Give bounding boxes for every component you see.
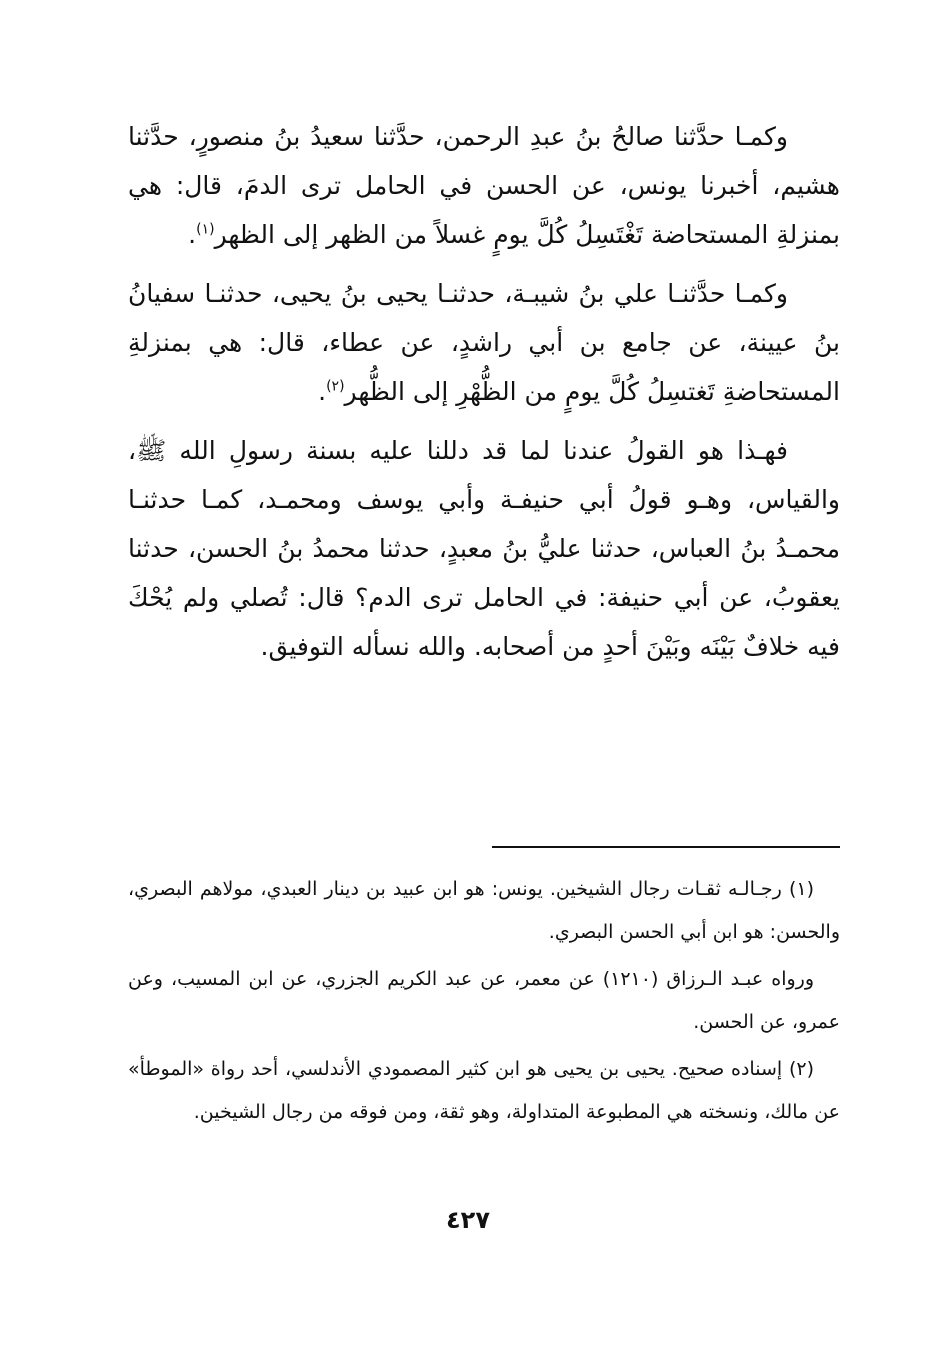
footnote-2: (٢) إسناده صحيح. يحيى بن يحيى هو ابن كثير المصمودي الأندلسي، أحد رواة «الموطأ» عن مالك، ونسخته هي المطبوعة المتداولة، وهو ثقة، ومن فوقه من رجال الشيخين. bbox=[128, 1058, 840, 1123]
footnote-divider bbox=[492, 846, 840, 848]
footnote-ref-1: (١) bbox=[196, 221, 215, 238]
main-text-block bbox=[128, 112, 840, 681]
paragraph-3 bbox=[128, 426, 840, 671]
paragraph-3-text: فهـذا هو القولُ عندنا لما قد دللنا عليه بسنة رسولِ الله ﷺ، والقياس، وهـو قولُ أبي حنيفـة وأبي يوسف ومحمـد، كمـا حدثنـا محمـدُ بنُ العباس، حدثنا عليُّ بنُ معبدٍ، حدثنا محمدُ بنُ الحسن، حدثنا يعقوبُ، عن أبي حنيفة: في الحامل ترى الدم؟ قال: تُصلي ولم يُحْكَ فيه خلافٌ بَيْنَه وبَيْنَ أحدٍ من أصحابه. والله نسأله التوفيق. bbox=[128, 436, 840, 661]
footnote-1-continuation: ورواه عبـد الـرزاق (١٢١٠) عن معمر، عن عبد الكريم الجزري، عن ابن المسيب، وعن عمرو، عن الحسن. bbox=[128, 968, 840, 1033]
paragraph-1-text: وكمـا حدَّثنا صالحُ بنُ عبدِ الرحمن، حدَّثنا سعيدُ بنُ منصورٍ، حدَّثنا هشيم، أخبرنا يونس، عن الحسن في الحامل ترى الدمَ، قال: هي بمنزلةِ المستحاضة تَغْتَسِلُ كُلَّ يومٍ غسلاً من الظهر إلى الظهر bbox=[128, 122, 840, 249]
footnote-1: (١) رجـالـه ثقـات رجال الشيخين. يونس: هو ابن عبيد بن دينار العبدي، مولاهم البصري، والحسن: هو ابن أبي الحسن البصري. bbox=[128, 878, 840, 943]
footnotes-block bbox=[128, 868, 840, 1138]
footnote-ref-2: (٢) bbox=[326, 378, 345, 395]
page-number: ٤٢٧ bbox=[446, 1206, 490, 1234]
paragraph-2 bbox=[128, 269, 840, 416]
paragraph-2-text: وكمـا حدَّثنـا علي بنُ شيبـة، حدثنـا يحيى بنُ يحيى، حدثنـا سفيانُ بنُ عيينة، عن جامع بن أبي راشدٍ، عن عطاء، قال: هي بمنزلةِ المستحاضةِ تَغتسِلُ كُلَّ يومٍ من الظُّهْرِ إلى الظُّهر bbox=[128, 279, 840, 406]
paragraph-1-end: . bbox=[188, 220, 197, 249]
paragraph-1 bbox=[128, 112, 840, 259]
paragraph-2-end: . bbox=[318, 377, 327, 406]
